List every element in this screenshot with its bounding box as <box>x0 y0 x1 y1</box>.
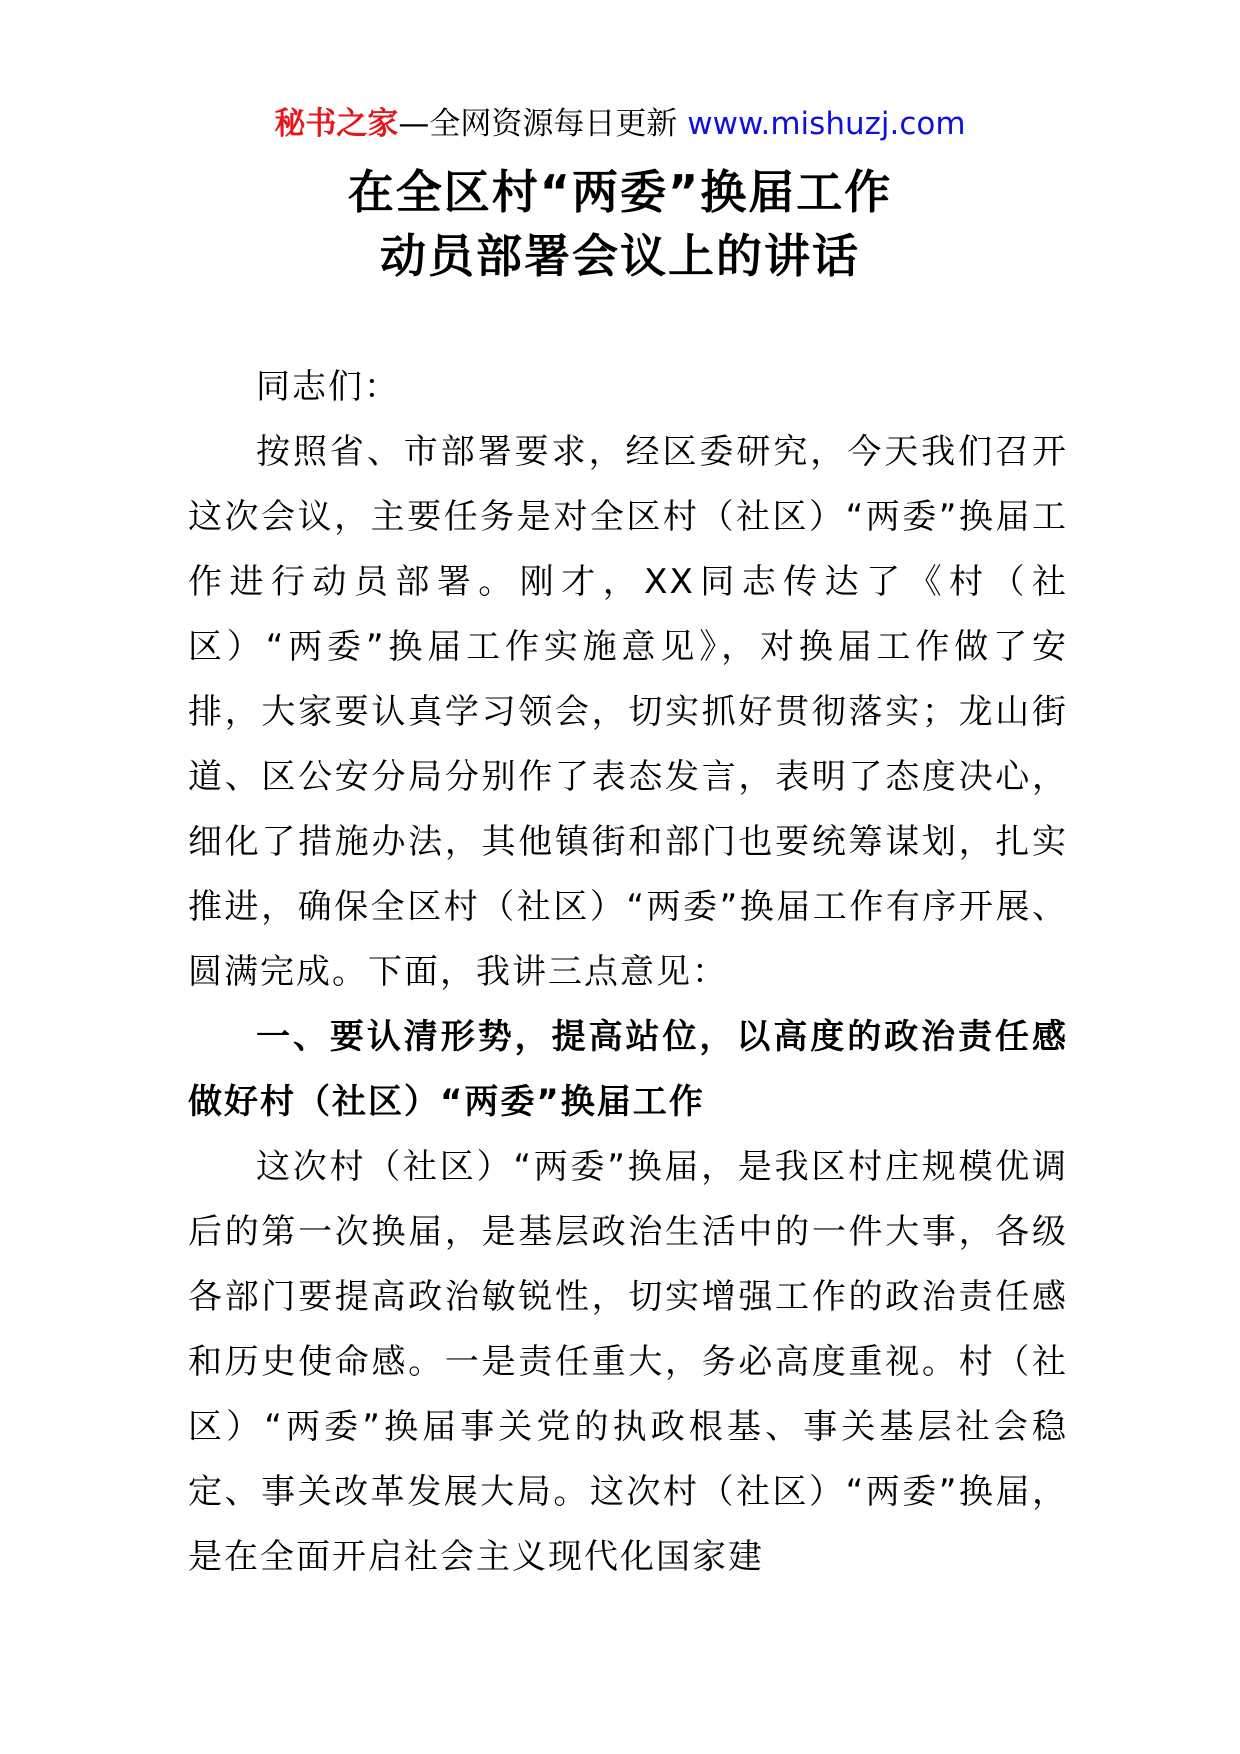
header-slogan: —全网资源每日更新 <box>398 106 688 142</box>
header-website[interactable]: www.mishuzj.com <box>687 106 966 142</box>
watermark-header <box>0 104 1240 144</box>
document-title-line-1: 在全区村“两委”换届工作 <box>347 165 893 219</box>
document-title-line-2: 动员部署会议上的讲话 <box>380 229 860 283</box>
paragraph-intro: 按照省、市部署要求，经区委研究，今天我们召开这次会议，主要任务是对全区村（社区）“两委”换届工作进行动员部署。刚才，XX同志传达了《村（社区）“两委”换届工作实施意见》，对换届工作做了安排，大家要认真学习领会，切实抓好贯彻落实；龙山街道、区公安分局分别作了表态发言，表明了态度决心，细化了措施办法，其他镇街和部门也要统筹谋划，扎实推进，确保全区村（社区）“两委”换届工作有序开展、圆满完成。下面，我讲三点意见： <box>188 432 1068 992</box>
salutation: 同志们： <box>256 367 400 407</box>
paragraph-section-1: 这次村（社区）“两委”换届，是我区村庄规模优调后的第一次换届，是基层政治生活中的一件大事，各级各部门要提高政治敏锐性，切实增强工作的政治责任感和历史使命感。一是责任重大，务必高度重视。村（社区）“两委”换届事关党的执政根基、事关基层社会稳定、事关改革发展大局。这次村（社区）“两委”换届，是在全面开启社会主义现代化国家建 <box>188 1147 1068 1577</box>
document-body <box>188 355 1068 1590</box>
brand-name: 秘书之家 <box>274 106 399 142</box>
section-heading-1: 一、要认清形势，提高站位，以高度的政治责任感做好村（社区）“两委”换届工作 <box>188 1017 1068 1122</box>
